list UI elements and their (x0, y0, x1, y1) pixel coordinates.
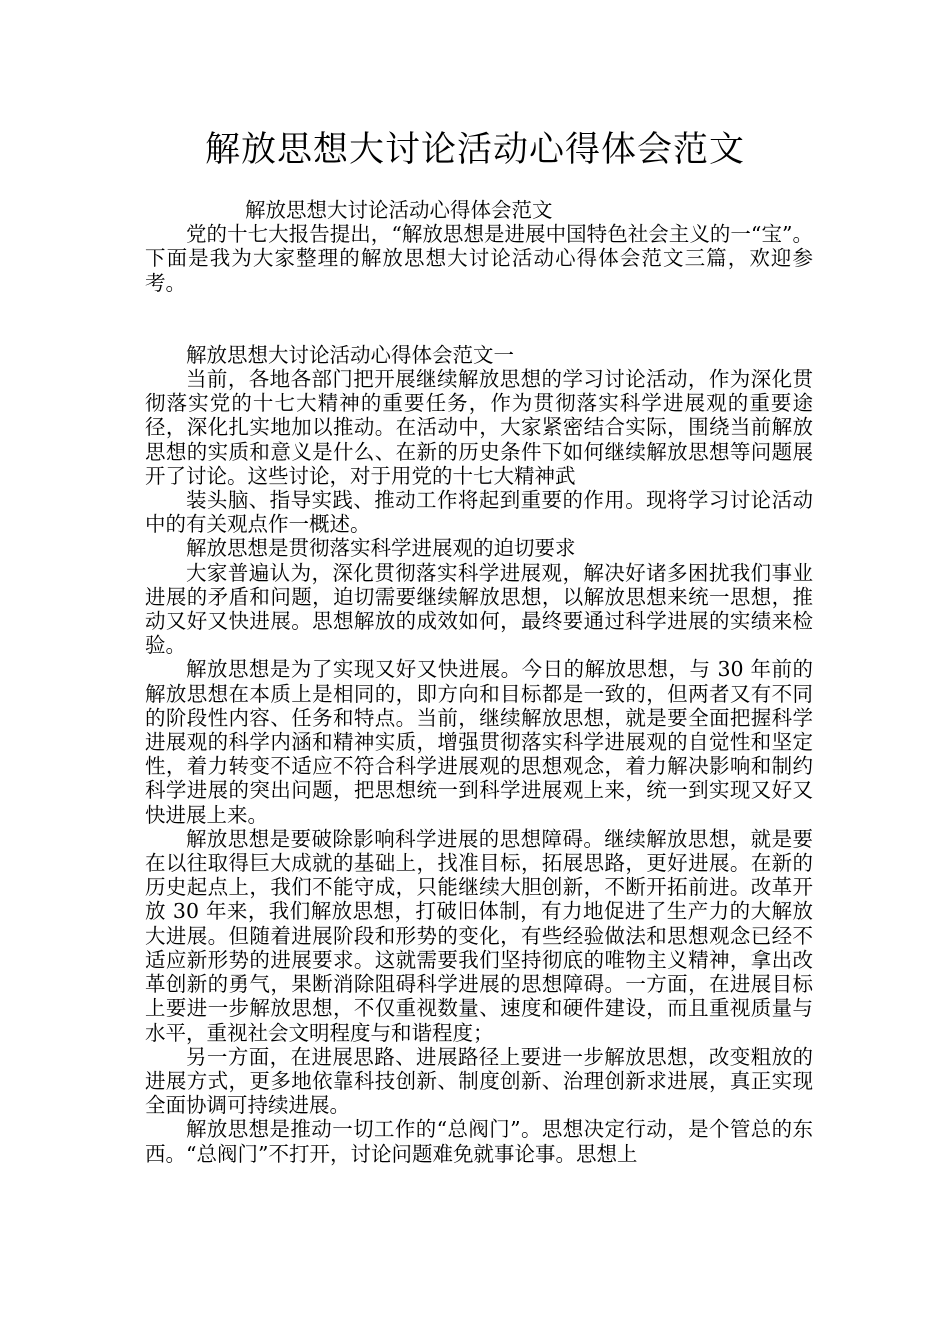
document-subtitle: 解放思想大讨论活动心得体会范文 (245, 198, 553, 222)
body-paragraph: 大家普遍认为，深化贯彻落实科学进展观，解决好诸多困扰我们事业进展的矛盾和问题，迫切需要继续解放思想，以解放思想来统一思想，推动又好又快进展。思想解放的成效如何，最终要通过科学进展的实绩来检验。 (145, 560, 813, 658)
body-paragraph: 另一方面，在进展思路、进展路径上要进一步解放思想，改变粗放的进展方式，更多地依靠科技创新、制度创新、治理创新求进展，真正实现全面协调可持续进展。 (145, 1044, 813, 1118)
section-spacer (145, 295, 813, 343)
document-title: 解放思想大讨论活动心得体会范文 (204, 130, 745, 170)
body-paragraph: 装头脑、指导实践、推动工作将起到重要的作用。现将学习讨论活动中的有关观点作一概述。 (145, 488, 813, 537)
body-paragraph: 解放思想是为了实现又好又快进展。今日的解放思想，与 30 年前的解放思想在本质上是相同的，即方向和目标都是一致的，但两者又有不同的阶段性内容、任务和特点。当前，继续解放思想，就是要全面把握科学进展观的科学内涵和精神实质，增强贯彻落实科学进展观的自觉性和坚定性，着力转变不适应不符合科学进展观的思想观念，着力解决影响和制约科学进展的突出问题，把思想统一到科学进展观上来，统一到实现又好又快进展上来。 (145, 657, 813, 827)
document-body (145, 198, 813, 1166)
body-paragraph: 当前，各地各部门把开展继续解放思想的学习讨论活动，作为深化贯彻落实党的十七大精神的重要任务，作为贯彻落实科学进展观的重要途径，深化扎实地加以推动。在活动中，大家紧密结合实际，围绕当前解放思想的实质和意义是什么、在新的历史条件下如何继续解放思想等问题展开了讨论。这些讨论，对于用党的十七大精神武 (145, 367, 813, 488)
body-paragraph: 解放思想是推动一切工作的“总阀门”。思想决定行动，是个管总的东西。“总阀门”不打开，讨论问题难免就事论事。思想上 (145, 1117, 813, 1166)
body-paragraph: 解放思想是要破除影响科学进展的思想障碍。继续解放思想，就是要在以往取得巨大成就的基础上，找准目标，拓展思路，更好进展。在新的历史起点上，我们不能守成，只能继续大胆创新，不断开拓前进。改革开放 30 年来，我们解放思想，打破旧体制，有力地促进了生产力的大解放大进展。但随着进展阶段和形势的变化，有些经验做法和思想观念已经不适应新形势的进展要求。这就需要我们坚持彻底的唯物主义精神，拿出改革创新的勇气，果断消除阻碍科学进展的思想障碍。一方面，在进展目标上要进一步解放思想，不仅重视数量、速度和硬件建设，而且重视质量与水平，重视社会文明程度与和谐程度； (145, 826, 813, 1045)
intro-paragraph: 党的十七大报告提出，“解放思想是进展中国特色社会主义的一“宝”。下面是我为大家整理的解放思想大讨论活动心得体会范文三篇，欢迎参考。 (145, 222, 813, 295)
section-heading: 解放思想大讨论活动心得体会范文一 (186, 342, 514, 367)
subsection-heading: 解放思想是贯彻落实科学进展观的迫切要求 (186, 536, 576, 561)
